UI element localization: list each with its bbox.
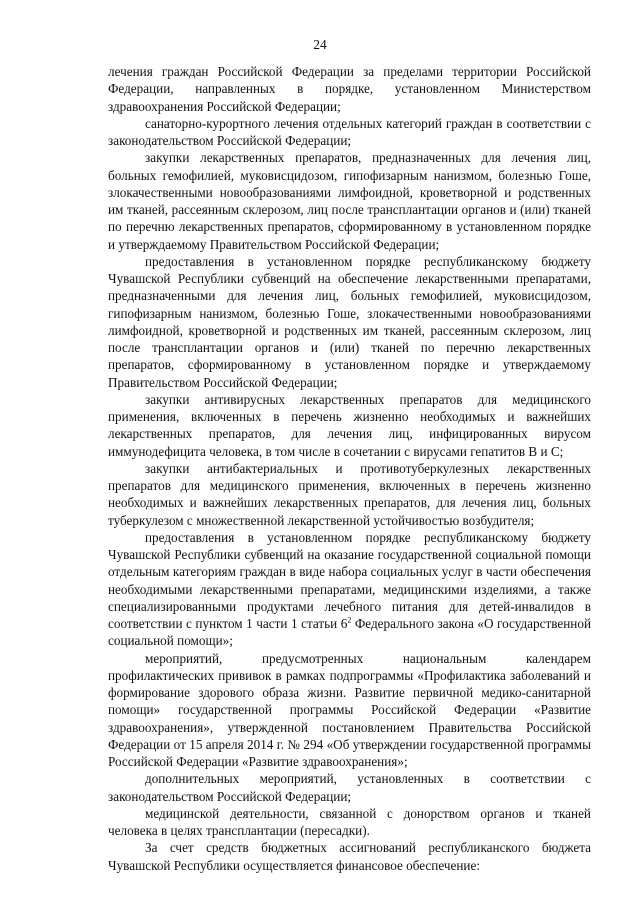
paragraph-text: предоставления в установленном порядке республиканскому бюджету Чувашской Республики субвенций на оказание государственной социальной помощи отдельным категориям граждан в виде набора социальных услуг в части обеспечения необходимыми лекарственными препаратами, медицинскими изделиями, а также специализированными продуктами лечебного питания для детей-инвалидов в соответствии с пунктом 1 части 1 статьи 6 [108, 529, 591, 631]
paragraph-text: Федерального закона «О государственной социальной помощи»; [108, 616, 591, 649]
superscript: 2 [347, 615, 352, 625]
paragraph: мероприятий, предусмотренных национальным календарем профилактических прививок в рамках подпрограммы «Профилактика заболеваний и формирование здорового образа жизни. Развитие первичной медико-санитарной помощи» государственной программы Российской Федерации «Развитие здравоохранения», утвержденной постановлением Правительства Российской Федерации от 15 апреля 2014 г. № 294 «Об утверждении государственной программы Российской Федерации «Развитие здравоохранения»; [108, 650, 591, 769]
paragraph: За счет средств бюджетных ассигнований республиканского бюджета Чувашской Республики осуществляется финансовое обеспечение: [108, 840, 591, 873]
paragraph: закупки антивирусных лекарственных препаратов для медицинского применения, включенных в перечень жизненно необходимых и важнейших лекарственных препаратов, для лечения лиц, инфицированных вирусом иммунодефицита человека, в том числе в сочетании с вирусами гепатитов B и C; [108, 391, 591, 459]
paragraph: закупки лекарственных препаратов, предназначенных для лечения лиц, больных гемофилией, муковисцидозом, гипофизарным нанизмом, болезнью Гоше, злокачественными новообразованиями лимфоидной, кроветворной и родственных им тканей, рассеянным склерозом, лиц после трансплантации органов и (или) тканей по перечню лекарственных препаратов, сформированному в установленном порядке и утверждаемому Правительством Российской Федерации; [108, 150, 591, 252]
page-number: 24 [313, 37, 327, 52]
paragraph: лечения граждан Российской Федерации за пределами территории Российской Федерации, направленных в порядке, установленном Министерством здравоохранения Российской Федерации; [108, 64, 591, 114]
paragraph: санаторно-курортного лечения отдельных категорий граждан в соответствии с законодательством Российской Федерации; [108, 115, 591, 148]
paragraph: дополнительных мероприятий, установленных в соответствии с законодательством Российской Федерации; [108, 771, 591, 804]
paragraph: предоставления в установленном порядке республиканскому бюджету Чувашской Республики субвенций на обеспечение лекарственными препаратами, предназначенными для лечения лиц, больных гемофилией, муковисцидозом, гипофизарным нанизмом, болезнью Гоше, злокачественными новообразованиями лимфоидной, кроветворной и родственных им тканей, рассеянным склерозом, лиц после трансплантации органов и (или) тканей по перечню лекарственных препаратов, сформированному в установленном порядке и утверждаемому Правительством Российской Федерации; [108, 253, 591, 390]
paragraph: медицинской деятельности, связанной с донорством органов и тканей человека в целях трансплантации (пересадки). [108, 805, 591, 838]
document-body [108, 63, 591, 874]
paragraph: закупки антибактериальных и противотуберкулезных лекарственных препаратов для медицинского применения, включенных в перечень жизненно необходимых и важнейших лекарственных препаратов, для лечения лиц, больных туберкулезом с множественной лекарственной устойчивостью возбудителя; [108, 460, 591, 528]
paragraph [108, 529, 591, 650]
